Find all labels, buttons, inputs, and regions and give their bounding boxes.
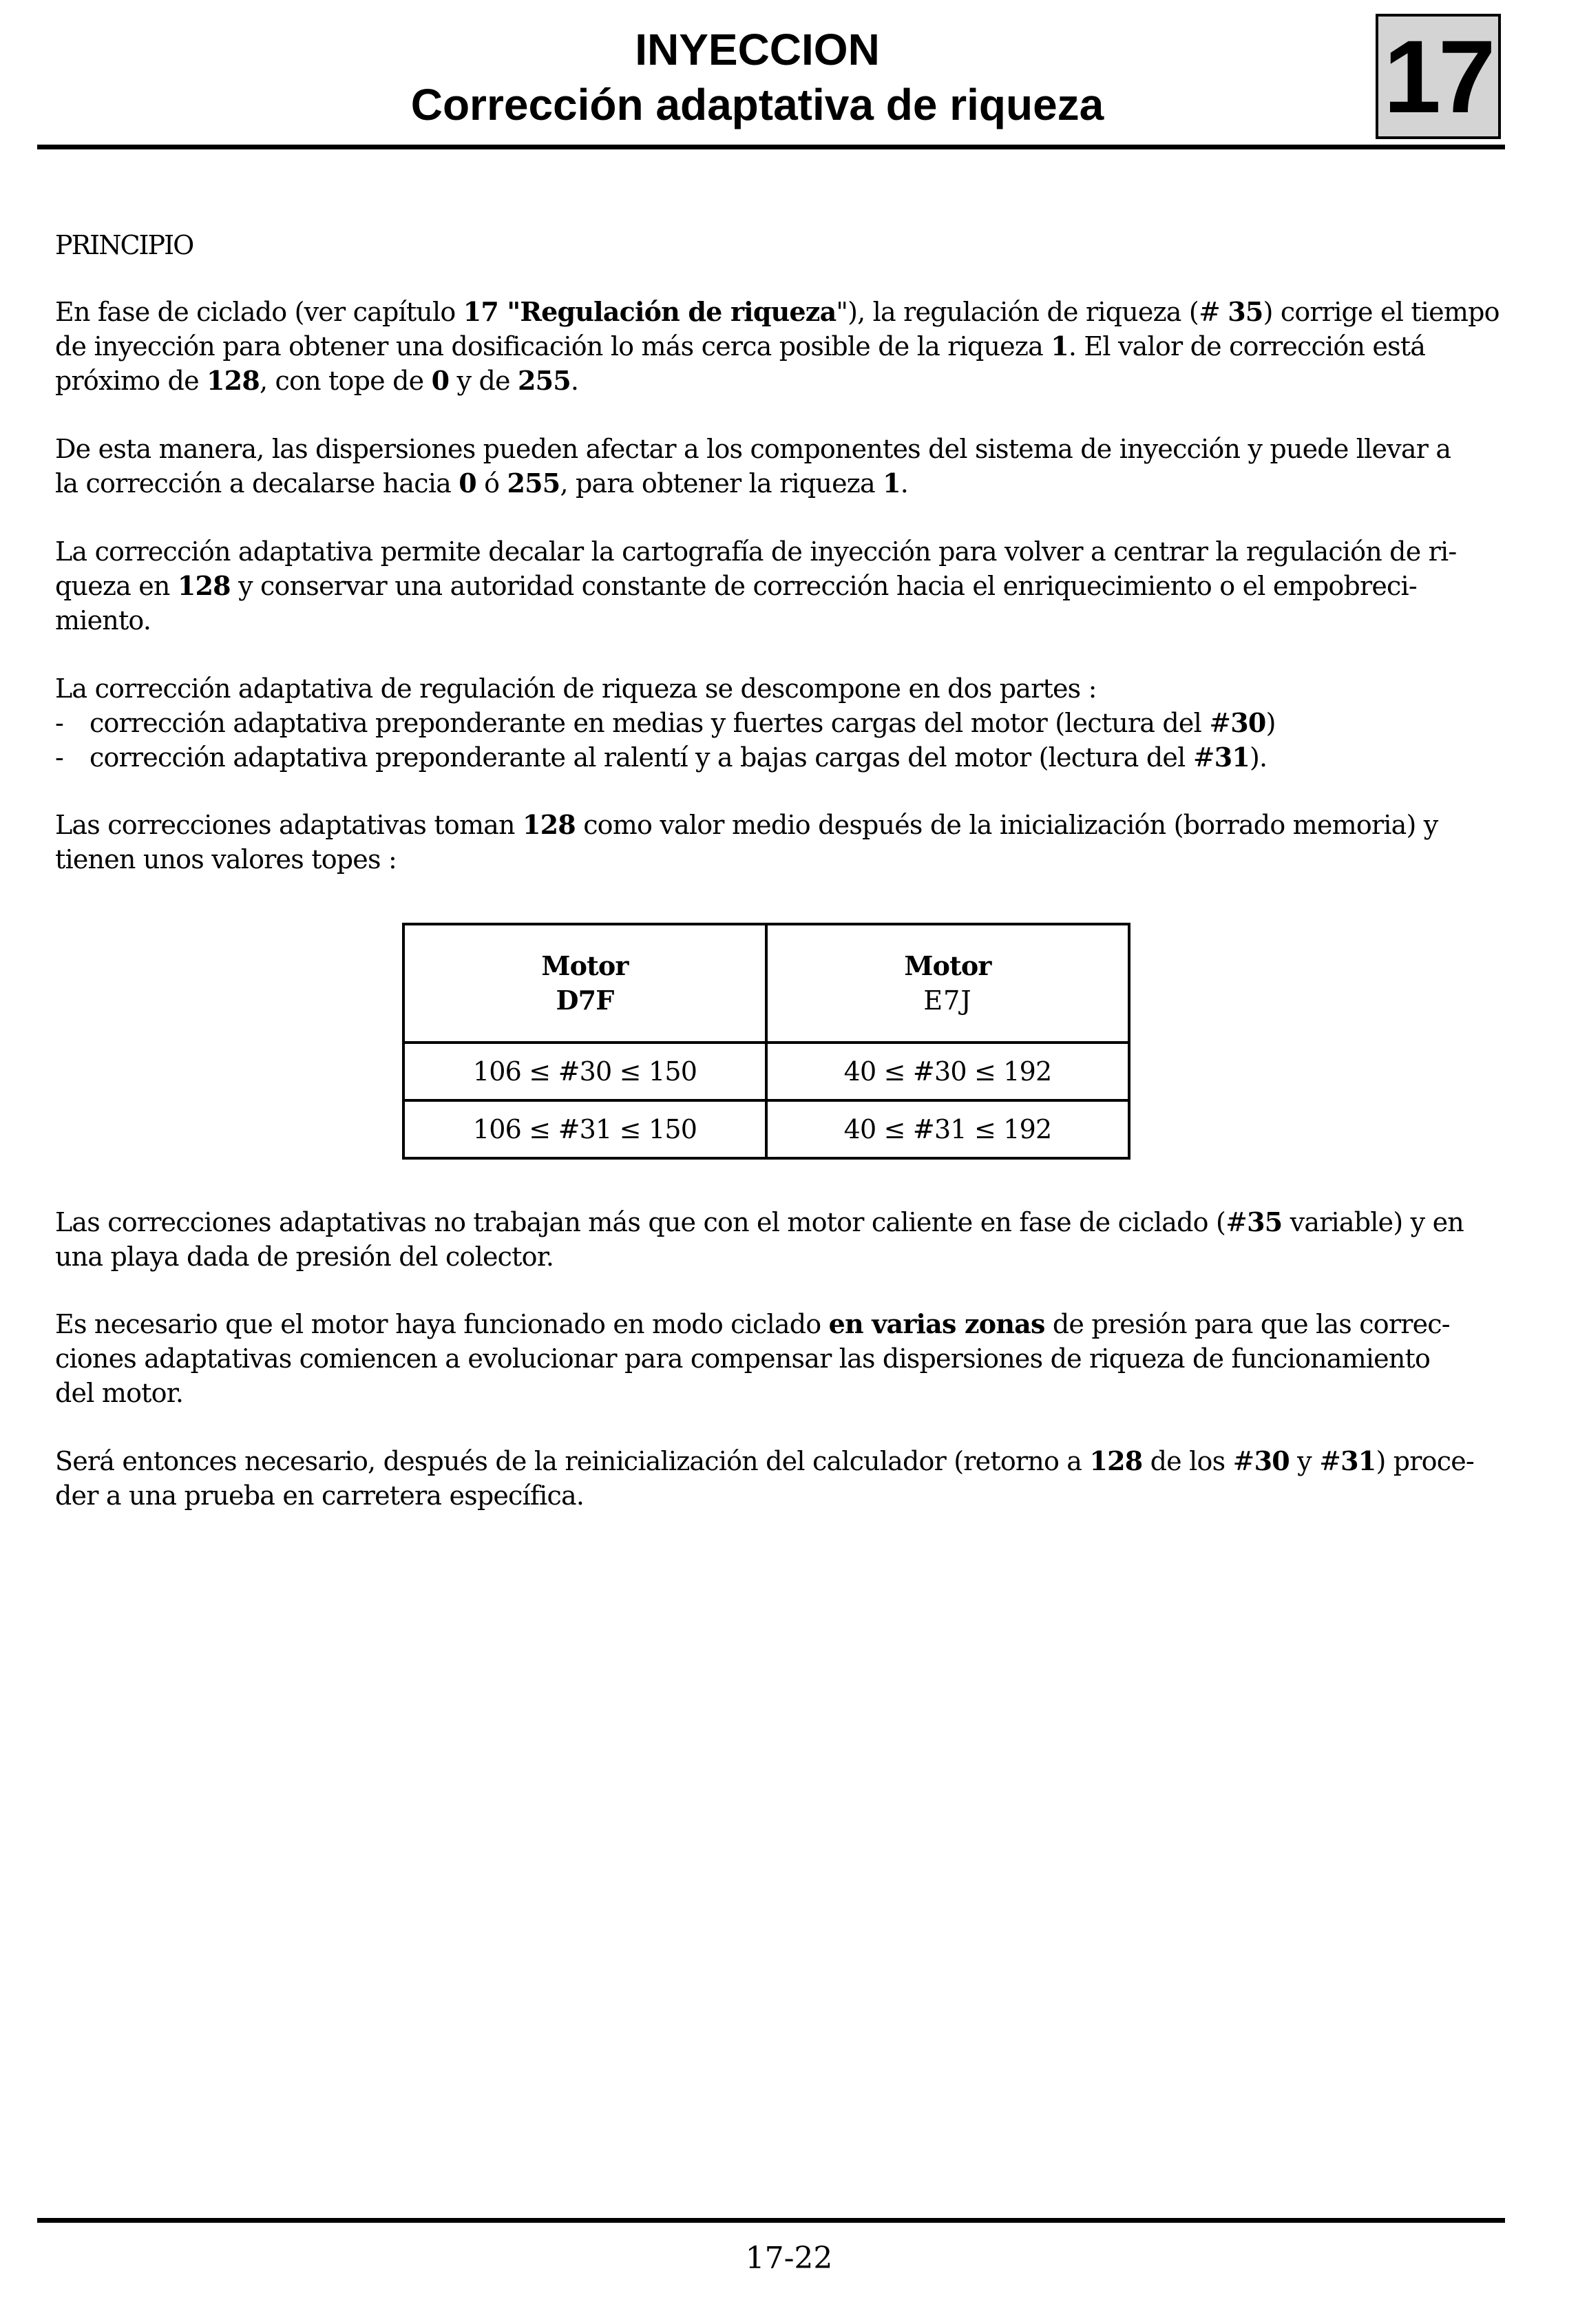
table-header-cell: Motor E7J — [766, 924, 1129, 1043]
paragraph-line: del motor. — [55, 1378, 184, 1408]
table-cell: 40 ≤ #31 ≤ 192 — [766, 1100, 1129, 1158]
paragraph-line: tienen unos valores topes : — [55, 844, 397, 875]
table-row — [403, 1043, 1129, 1100]
paragraph-line: De esta manera, las dispersiones pueden afectar a los componentes del sistema de inyección y puede llevar a — [55, 434, 1451, 464]
paragraph-2 — [55, 432, 1522, 501]
paragraph-line: En fase de ciclado (ver capítulo 17 "Regulación de riqueza"), la regulación de riqueza (# 35) corrige el tiempo — [55, 296, 1500, 327]
paragraph-4 — [55, 671, 1522, 775]
table-cell: 106 ≤ #30 ≤ 150 — [403, 1043, 766, 1100]
table-cell: 40 ≤ #30 ≤ 192 — [766, 1043, 1129, 1100]
section-heading: PRINCIPIO — [55, 230, 193, 260]
paragraph-line: Las correcciones adaptativas no trabajan más que con el motor caliente en fase de ciclado (#35 variable) y en — [55, 1206, 1464, 1237]
paragraph-line: Las correcciones adaptativas toman 128 como valor medio después de la inicialización (borrado memoria) y — [55, 809, 1438, 840]
paragraph-3 — [55, 534, 1522, 638]
page-subtitle: Corrección adaptativa de riqueza — [410, 80, 1104, 129]
paragraph-line: la corrección a decalarse hacia 0 ó 255, para obtener la riqueza 1. — [55, 468, 909, 499]
paragraph-line: Es necesario que el motor haya funcionado en modo ciclado en varias zonas de presión para que las correc- — [55, 1308, 1450, 1339]
bullet-dash: - — [55, 742, 64, 773]
paragraph-line: La corrección adaptativa permite decalar la cartografía de inyección para volver a centrar la regulación de ri- — [55, 536, 1457, 567]
footer-rule — [37, 2218, 1505, 2223]
paragraph-line: ciones adaptativas comiencen a evolucionar para compensar las dispersiones de riqueza de funcionamiento — [55, 1343, 1431, 1374]
chapter-number-badge: 17 — [1376, 14, 1501, 139]
table-header-row — [403, 924, 1129, 1043]
limits-table — [402, 923, 1130, 1160]
table-cell: 106 ≤ #31 ≤ 150 — [403, 1100, 766, 1158]
paragraph-line: der a una prueba en carretera específica. — [55, 1480, 585, 1511]
table-header-cell: Motor D7F — [403, 924, 766, 1043]
paragraph-line: una playa dada de presión del colector. — [55, 1242, 554, 1272]
paragraph-1 — [55, 295, 1522, 398]
paragraph-line: de inyección para obtener una dosificación lo más cerca posible de la riqueza 1. El valor de corrección está — [55, 331, 1426, 362]
page-number: 17-22 — [745, 2241, 833, 2276]
paragraph-7 — [55, 1307, 1522, 1410]
paragraph-line: Será entonces necesario, después de la reinicialización del calculador (retorno a 128 de los #30 y #31) proce- — [55, 1445, 1474, 1476]
header-rule — [37, 145, 1505, 149]
paragraph-line: miento. — [55, 605, 151, 636]
paragraph-line: próximo de 128, con tope de 0 y de 255. — [55, 365, 579, 396]
list-item: - corrección adaptativa preponderante en medias y fuertes cargas del motor (lectura del #30) — [55, 706, 1522, 740]
table-row — [403, 1100, 1129, 1158]
paragraph-line: La corrección adaptativa de regulación de riqueza se descompone en dos partes : — [55, 673, 1097, 704]
paragraph-5 — [55, 808, 1522, 877]
paragraph-line: queza en 128 y conservar una autoridad constante de corrección hacia el enriquecimiento o el empobreci- — [55, 570, 1417, 601]
page-title: INYECCION — [635, 25, 880, 74]
paragraph-6 — [55, 1205, 1522, 1274]
paragraph-8 — [55, 1444, 1522, 1513]
list-item: - corrección adaptativa preponderante al ralentí y a bajas cargas del motor (lectura del #31). — [55, 740, 1522, 775]
bullet-dash: - — [55, 708, 64, 738]
